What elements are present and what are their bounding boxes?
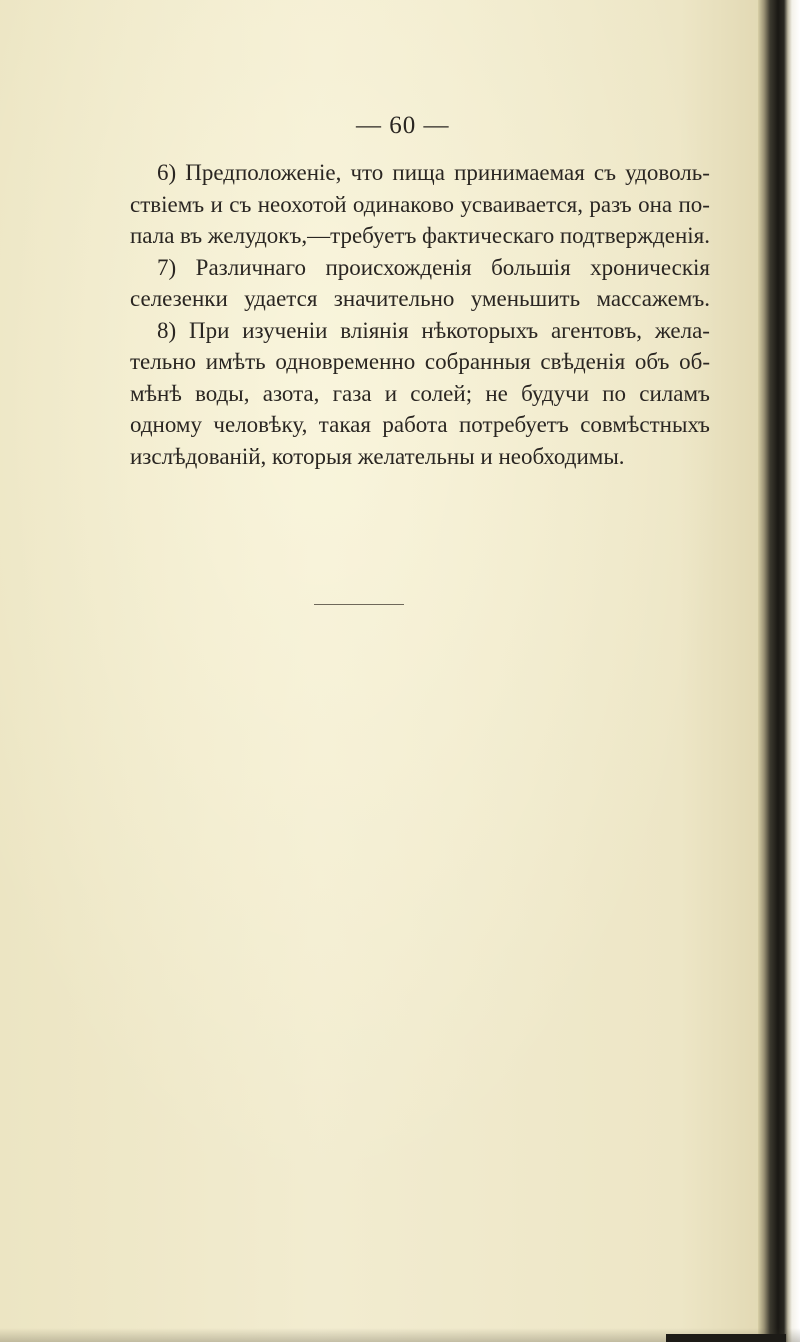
word: фактическаго [421, 223, 555, 248]
word: потребуетъ [459, 412, 569, 437]
text-line [130, 346, 710, 378]
word: что [350, 160, 384, 185]
word: пала [130, 223, 175, 248]
word: Различнаго [195, 254, 306, 280]
page-bottom-edge [666, 1334, 786, 1342]
text-line [130, 283, 710, 315]
text-block [130, 157, 710, 472]
word: будучи [521, 380, 590, 406]
word: и [210, 191, 223, 217]
word: селезенки [130, 286, 228, 311]
book-binding-edge [758, 0, 800, 1342]
word: большія [491, 254, 571, 280]
text-line [130, 220, 710, 252]
word: 8) [157, 317, 177, 343]
section-divider [314, 604, 404, 605]
word: изученіи [242, 317, 328, 343]
word: объ [634, 349, 670, 374]
word: ствіемъ [130, 191, 205, 217]
word: одновременно [275, 349, 416, 374]
word: При [189, 317, 230, 343]
word: тельно [130, 349, 197, 374]
word: происхожденія [325, 254, 472, 280]
page-number: — 60 — [356, 112, 450, 139]
word: удается [244, 286, 318, 311]
word: съ [229, 191, 252, 217]
word: работа [382, 412, 448, 437]
word: усваивается, [460, 191, 584, 217]
word: въ [180, 223, 203, 248]
word: массажемъ. [596, 286, 710, 311]
word: вліянія [340, 317, 409, 343]
word: человѣку, [213, 412, 308, 437]
word: хроническія [590, 254, 710, 280]
text-line [130, 378, 710, 410]
word: такая [318, 412, 371, 437]
word: об- [679, 349, 710, 374]
word: одному [130, 412, 202, 437]
word: пища [392, 160, 445, 185]
word: свѣденія [540, 349, 626, 374]
word: 7) [157, 254, 177, 280]
word: азота, [262, 380, 320, 406]
word: солей; [410, 380, 473, 406]
word: съ [593, 160, 617, 185]
word: агентовъ, [550, 317, 642, 343]
word: удоволь- [625, 160, 710, 185]
word: одинаково [352, 191, 454, 217]
word: по- [678, 191, 710, 217]
word: жела- [654, 317, 710, 343]
text-line [130, 189, 710, 221]
word: мѣнѣ [130, 380, 182, 406]
word: она [638, 191, 673, 217]
word: не [485, 380, 508, 406]
word: совмѣстныхъ [580, 412, 710, 437]
word: принимаемая [454, 160, 585, 185]
word: уменьшить [470, 286, 581, 311]
text-line [130, 315, 710, 347]
word: значительно [333, 286, 455, 311]
text-line [130, 409, 710, 441]
word: нѣкоторыхъ [421, 317, 539, 343]
text-line [130, 157, 710, 189]
word: разъ [589, 191, 632, 217]
word: желудокъ,—требуетъ [207, 223, 417, 248]
word: 6) [157, 160, 177, 185]
word: неохотой [257, 191, 347, 217]
word: силамъ [639, 380, 710, 406]
word: газа [332, 380, 372, 406]
word: воды, [195, 380, 250, 406]
word: и [384, 380, 398, 406]
text-line [130, 252, 710, 284]
word: подтвержденія. [559, 223, 710, 248]
word: собранныя [424, 349, 531, 374]
word: Предположеніе, [185, 160, 342, 185]
text-line: изслѣдованій, которыя желательны и необходимы. [130, 443, 625, 469]
word: по [602, 380, 627, 406]
word: имѣть [205, 349, 266, 374]
